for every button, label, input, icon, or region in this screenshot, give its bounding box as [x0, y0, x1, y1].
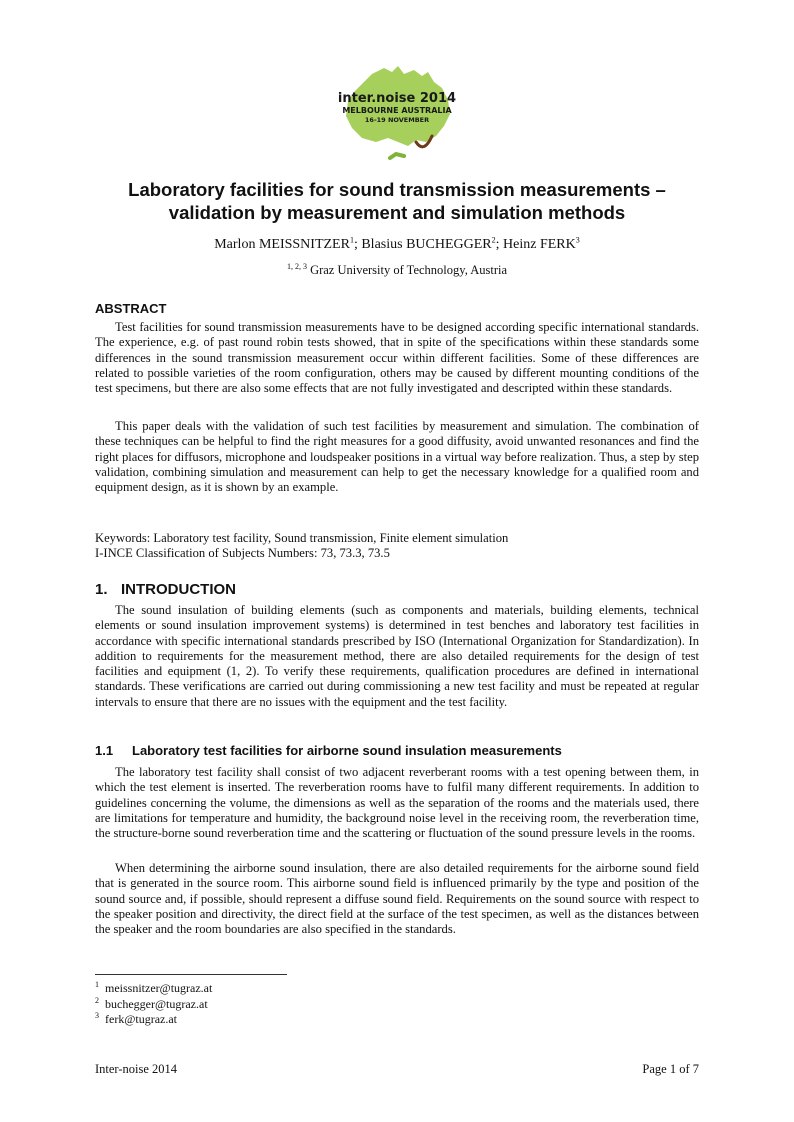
logo-line1: inter.noise 2014: [337, 91, 457, 106]
abstract-paragraph-2: This paper deals with the validation of such test facilities by measurement and simulation. The combination of these techniques can be helpful to find the right measures for a good diffusity, avoid unwanted resonances and find the right places for diffusors, microphone and loudspeaker positions in a virtual way before realization. Thus, a step by step validation, combining simulation and measurement can help to get the necessary knowledge for a qualified room and equipment design, as it is shown by an example.: [95, 419, 699, 495]
author-name: Marlon MEISSNITZER: [214, 237, 350, 252]
footer-page-number: Page 1 of 7: [642, 1062, 699, 1076]
subsection-title: Laboratory test facilities for airborne sound insulation measurements: [132, 743, 562, 758]
author-list: [95, 237, 699, 253]
intro-paragraph-1: The sound insulation of building elements (such as components and materials, building elements, technical elements or sound insulation improvement systems) is determined in test benches and laboratory test facilities in accordance with specific international standards prescribed by ISO (International Organization for Standardization). In addition to requirements for the measurement method, there are also detailed requirements for the design of test facilities and equipment (1, 2). To verify these requirements, qualification procedures are defined in international standards. These verifications are carried out during commissioning a new test facility and must be repeated at regular intervals to ensure that there are no issues with the equipment and the test facility.: [95, 603, 699, 709]
author-affil-sup: 2: [491, 235, 496, 245]
author-name: Heinz FERK: [503, 237, 576, 252]
author-separator: ;: [353, 237, 362, 252]
affiliation-text: Graz University of Technology, Austria: [306, 263, 508, 277]
footnote: [95, 1012, 212, 1028]
australia-map-icon: [332, 62, 462, 162]
author-name: Blasius BUCHEGGER: [361, 237, 492, 252]
footnote-email-link[interactable]: meissnitzer@tugraz.at: [105, 981, 213, 995]
section-heading-introduction: [95, 581, 236, 598]
affiliation-sup: 1, 2, 3: [286, 261, 307, 271]
footnote: [95, 997, 212, 1013]
footnote-email-link[interactable]: ferk@tugraz.at: [105, 1012, 178, 1026]
author-separator: ;: [495, 237, 504, 252]
footnotes: [95, 981, 212, 1028]
affiliation: [95, 263, 699, 278]
footnote-number: 3: [95, 1011, 99, 1020]
section-title: INTRODUCTION: [121, 581, 236, 598]
logo-line2: MELBOURNE AUSTRALIA: [342, 106, 452, 115]
footnote-divider: [95, 974, 287, 975]
footnote-number: 2: [95, 995, 99, 1005]
section-number: 1.: [95, 581, 108, 598]
conference-logo: [332, 62, 462, 162]
subsection-paragraph-1: The laboratory test facility shall consist of two adjacent reverberant rooms with a test opening between them, in which the test element is inserted. The reverberation rooms have to fulfil many different requirements. In addition to guidelines concerning the volume, the dimensions as well as the separation of the rooms and the materials used, there are limitations for temperature and humidity, the background noise level in the receiving room, the reverberation time, the structure-borne sound reverberation time and the scattering or fluctuation of the sound pressure levels in the rooms.: [95, 765, 699, 841]
keywords: Keywords: Laboratory test facility, Sound transmission, Finite element simulation: [95, 531, 509, 545]
author-affil-sup: 3: [575, 235, 580, 245]
author-affil-sup: 1: [349, 235, 354, 245]
footnote: [95, 981, 212, 997]
classification: I-INCE Classification of Subjects Numbers: 73, 73.3, 73.5: [95, 546, 390, 560]
footnote-number: 1: [95, 980, 99, 989]
paper-title: [95, 178, 699, 224]
abstract-heading: ABSTRACT: [95, 301, 167, 316]
logo-line3: 16-19 NOVEMBER: [364, 116, 430, 124]
title-line-2: validation by measurement and simulation methods: [168, 202, 626, 223]
footer-conference: Inter-noise 2014: [95, 1062, 178, 1076]
subsection-number: 1.1: [95, 743, 114, 758]
title-line-1: Laboratory facilities for sound transmission measurements –: [128, 179, 666, 200]
footnote-email-link[interactable]: buchegger@tugraz.at: [105, 996, 208, 1011]
subsection-paragraph-2: When determining the airborne sound insulation, there are also detailed requirements for the airborne sound field that is generated in the source room. This airborne sound field is influenced primarily by the type and position of the sound source and, if possible, should represent a diffuse sound field. Requirements on the sound source with respect to the speaker position and directivity, the direct field at the surface of the test specimen, as well as the distances between the speaker and the room boundaries are also specified in the standards.: [95, 861, 699, 937]
subsection-heading: [95, 743, 562, 758]
abstract-paragraph-1: Test facilities for sound transmission measurements have to be designed according specific international standards. The experience, e.g. of past round robin tests showed, that in spite of the specifications within these standards some differences in the sound transmission measurement occur within different facilities. Some of these differences are related to possible varieties of the room configuration, others may be caused by different mounting conditions of the test specimens, but there are also some effects that are not fully investigated and descripted within these standards.: [95, 320, 699, 396]
